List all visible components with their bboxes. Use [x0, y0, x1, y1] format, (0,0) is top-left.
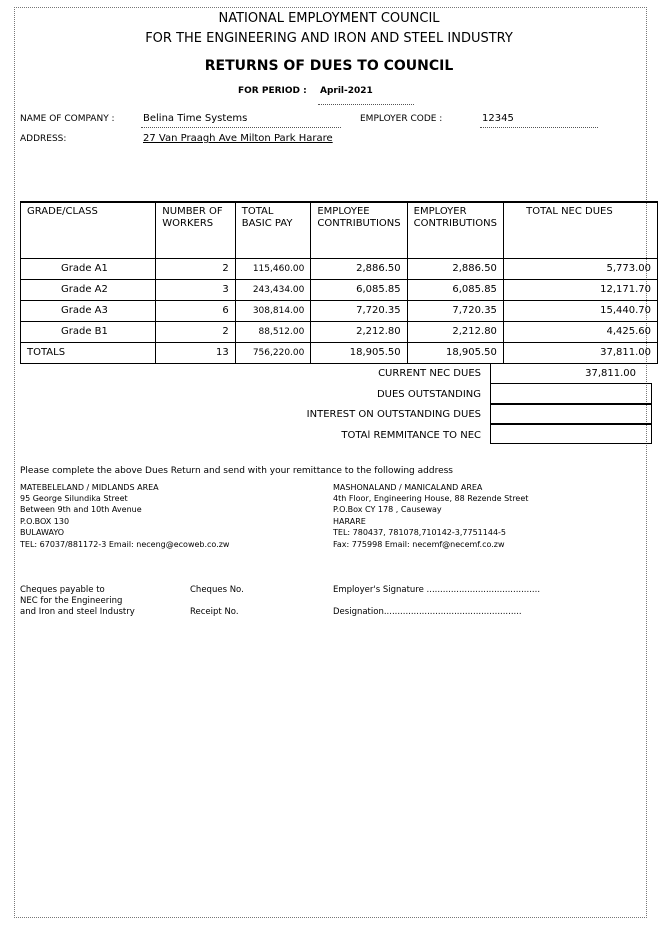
- address-right-line: Fax: 775998 Email: necemf@necemf.co.zw: [333, 540, 505, 549]
- totals-row: [21, 342, 658, 363]
- address-left-line: BULAWAYO: [20, 528, 65, 537]
- address-left-line: P.O.BOX 130: [20, 517, 70, 526]
- totals-employee: 18,905.50: [311, 342, 407, 363]
- cell-workers[interactable]: 3: [156, 279, 235, 300]
- cell-grade: Grade A2: [21, 279, 156, 300]
- company-name-underline: [141, 127, 341, 128]
- employer-code-value[interactable]: 12345: [482, 113, 514, 124]
- header-employee-contrib: EMPLOYEE CONTRIBUTIONS: [311, 202, 407, 258]
- cell-total: 15,440.70: [503, 300, 657, 321]
- address-right-line: 4th Floor, Engineering House, 88 Rezende Street: [333, 494, 529, 503]
- remittance-input[interactable]: [490, 424, 652, 444]
- cell-employer: 2,886.50: [407, 258, 503, 279]
- address-left-line: TEL: 67037/881172-3 Email: neceng@ecoweb.co.zw: [20, 540, 230, 549]
- cell-grade: Grade A3: [21, 300, 156, 321]
- receipt-number-label: Receipt No.: [190, 607, 239, 617]
- current-dues-label: CURRENT NEC DUES: [378, 368, 481, 379]
- cell-grade: Grade A1: [21, 258, 156, 279]
- company-name-value[interactable]: Belina Time Systems: [143, 113, 248, 124]
- table-header-row: [21, 202, 658, 258]
- period-label: FOR PERIOD :: [238, 86, 307, 96]
- totals-workers: 13: [156, 342, 235, 363]
- employer-signature-field[interactable]: Employer's Signature ..........................................: [333, 585, 541, 595]
- dues-table: [20, 201, 658, 364]
- cell-total: 5,773.00: [503, 258, 657, 279]
- instructions-text: Please complete the above Dues Return and send with your remittance to the following address: [20, 466, 453, 476]
- address-label: ADDRESS:: [20, 134, 67, 144]
- cheque-number-label: Cheques No.: [190, 585, 244, 595]
- address-left-line: Between 9th and 10th Avenue: [20, 505, 142, 514]
- cell-employer: 2,212.80: [407, 321, 503, 342]
- outstanding-label: DUES OUTSTANDING: [376, 389, 481, 400]
- company-name-label: NAME OF COMPANY :: [20, 114, 115, 124]
- address-right-line: TEL: 780437, 781078,710142-3,7751144-5: [333, 528, 507, 537]
- cell-basic-pay[interactable]: 308,814.00: [235, 300, 311, 321]
- cell-basic-pay[interactable]: 88,512.00: [235, 321, 311, 342]
- period-value[interactable]: April-2021: [320, 86, 373, 96]
- cell-basic-pay[interactable]: 115,460.00: [235, 258, 311, 279]
- address-right-line: MASHONALAND / MANICALAND AREA: [333, 483, 483, 492]
- cheques-payable-line: Cheques payable to: [20, 585, 105, 595]
- cell-workers[interactable]: 2: [156, 321, 235, 342]
- cell-employee: 6,085.85: [311, 279, 407, 300]
- industry-name: FOR THE ENGINEERING AND IRON AND STEEL INDUSTRY: [145, 31, 513, 46]
- cell-grade: Grade B1: [21, 321, 156, 342]
- cell-workers[interactable]: 2: [156, 258, 235, 279]
- cell-employee: 2,886.50: [311, 258, 407, 279]
- table-row: [21, 321, 658, 342]
- current-dues-divider: [490, 363, 491, 384]
- address-left-line: MATEBELELAND / MIDLANDS AREA: [20, 483, 159, 492]
- address-right-line: P.O.Box CY 178 , Causeway: [333, 505, 442, 514]
- address-value[interactable]: 27 Van Praagh Ave Milton Park Harare: [143, 133, 333, 144]
- page-title: RETURNS OF DUES TO COUNCIL: [204, 58, 454, 74]
- address-right-line: HARARE: [333, 517, 366, 526]
- current-dues-value: 37,811.00: [585, 368, 636, 379]
- remittance-label: TOTAl REMMITANCE TO NEC: [341, 430, 481, 441]
- outstanding-input[interactable]: [490, 383, 652, 404]
- cheques-payable-line: NEC for the Engineering: [20, 596, 123, 606]
- totals-basic-pay: 756,220.00: [235, 342, 311, 363]
- header-workers: NUMBER OF WORKERS: [156, 202, 235, 258]
- totals-label: TOTALS: [21, 342, 156, 363]
- header-basic-pay: TOTAL BASIC PAY: [235, 202, 311, 258]
- designation-field[interactable]: Designation...................................................: [333, 607, 522, 617]
- interest-label: INTEREST ON OUTSTANDING DUES: [306, 409, 481, 420]
- council-name: NATIONAL EMPLOYMENT COUNCIL: [218, 11, 440, 26]
- table-row: [21, 279, 658, 300]
- employer-code-underline: [480, 127, 598, 128]
- cell-total: 4,425.60: [503, 321, 657, 342]
- cell-employer: 6,085.85: [407, 279, 503, 300]
- cheques-payable-line: and Iron and steel Industry: [20, 607, 135, 617]
- period-underline: [318, 104, 414, 105]
- interest-input[interactable]: [490, 404, 652, 424]
- table-row: [21, 258, 658, 279]
- address-left-line: 95 George Silundika Street: [20, 494, 128, 503]
- cell-total: 12,171.70: [503, 279, 657, 300]
- table-row: [21, 300, 658, 321]
- header-total-dues: TOTAL NEC DUES: [503, 202, 657, 258]
- header-employer-contrib: EMPLOYER CONTRIBUTIONS: [407, 202, 503, 258]
- cell-basic-pay[interactable]: 243,434.00: [235, 279, 311, 300]
- cell-employee: 7,720.35: [311, 300, 407, 321]
- header-grade: GRADE/CLASS: [21, 202, 156, 258]
- cell-workers[interactable]: 6: [156, 300, 235, 321]
- totals-employer: 18,905.50: [407, 342, 503, 363]
- employer-code-label: EMPLOYER CODE :: [360, 114, 443, 124]
- cell-employer: 7,720.35: [407, 300, 503, 321]
- cell-employee: 2,212.80: [311, 321, 407, 342]
- totals-total: 37,811.00: [503, 342, 657, 363]
